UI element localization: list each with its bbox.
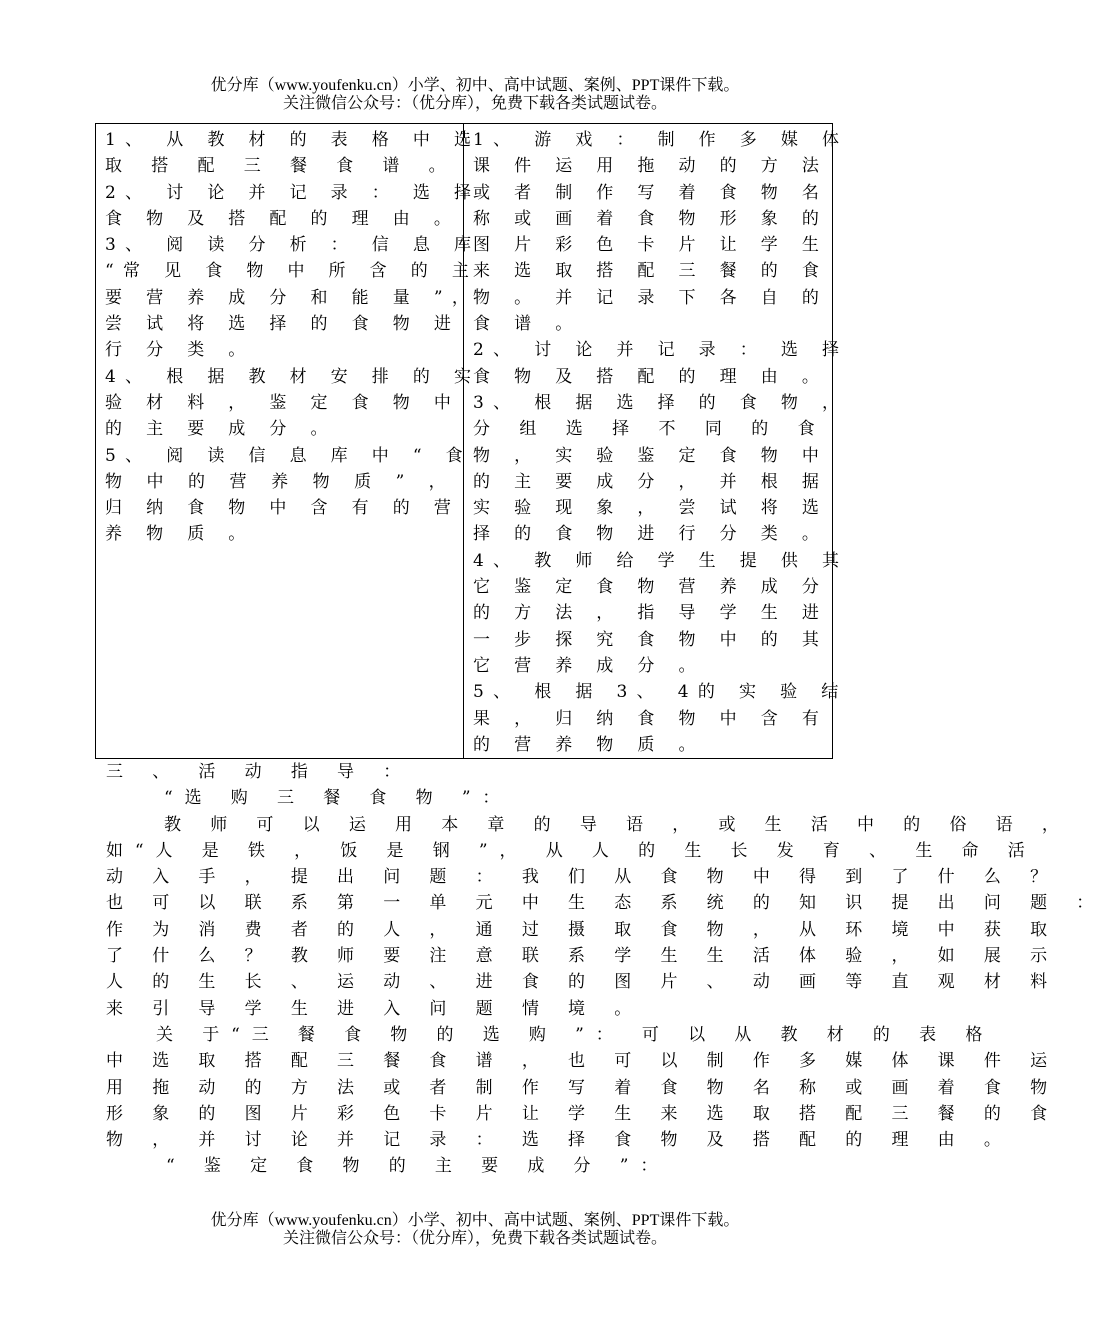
text-line: 5、 根 据 3、 4的 实 验 结 bbox=[473, 682, 848, 703]
text-line: 作 为 消 费 者 的 人 ， 通 过 摄 取 食 物 ， 从 环 境 中 获 取 bbox=[106, 919, 1059, 940]
text-line: “常 见 食 物 中 所 含 的 主 bbox=[105, 261, 479, 282]
text-line: 课 件 运 用 拖 动 的 方 法 bbox=[473, 156, 829, 177]
text-line: 人 的 生 长 、 运 动 、 进 食 的 图 片 、 动 画 等 直 观 材 料 bbox=[106, 972, 1059, 993]
text-line: 养 物 质 。 bbox=[105, 524, 255, 545]
text-line: 称 或 画 着 食 物 形 象 的 bbox=[473, 208, 829, 229]
text-line: 实 验 现 象 ， 尝 试 将 选 bbox=[473, 498, 829, 519]
header-line-2: 关注微信公众号：（优分库），免费下载各类试题试卷。 bbox=[282, 95, 667, 112]
text-line: 一 步 探 究 食 物 中 的 其 bbox=[473, 629, 829, 650]
text-line: 2、 讨 论 并 记 录 ： 选 择 bbox=[473, 340, 849, 361]
text-line: 也 可 以 联 系 第 一 单 元 中 生 态 系 统 的 知 识 提 出 问 题 ： bbox=[106, 893, 1105, 914]
text-line: 1、 游 戏 ： 制 作 多 媒 体 bbox=[473, 130, 849, 150]
text-line: 行 分 类 。 bbox=[105, 340, 255, 361]
text-line: 3、 根 据 选 择 的 食 物 ， bbox=[473, 392, 849, 413]
text-line: 它 营 养 成 分 。 bbox=[473, 655, 705, 676]
text-line: 如“人 是 铁 ， 饭 是 钢 ”， 从 人 的 生 长 发 育 、 生 命 活 bbox=[106, 840, 1037, 861]
table-row bbox=[96, 124, 833, 759]
text-line: 的 方 法 ， 指 导 学 生 进 bbox=[473, 603, 829, 624]
text-line: 教 师 可 以 运 用 本 章 的 导 语 ， 或 生 活 中 的 俗 语 ， bbox=[164, 814, 1071, 835]
text-line: “ 鉴 定 食 物 的 主 要 成 分 ”： bbox=[166, 1156, 670, 1177]
text-line: 择 的 食 物 进 行 分 类 。 bbox=[473, 524, 829, 545]
footer-line-1: 优分库（www.youfenku.cn）小学、初中、高中试题、案例、PPT课件下载。 bbox=[210, 1212, 740, 1229]
text-line: 尝 试 将 选 择 的 食 物 进 bbox=[105, 314, 461, 335]
text-line: 5、 阅 读 信 息 库 中 “ 食 bbox=[105, 445, 473, 466]
text-line: 食 物 及 搭 配 的 理 由 。 bbox=[105, 208, 461, 229]
text-line: 食 谱 。 bbox=[473, 314, 582, 335]
text-line: 关 于“三 餐 食 物 的 选 购 ”： 可 以 从 教 材 的 表 格 bbox=[156, 1024, 995, 1045]
footer-line-2: 关注微信公众号：（优分库），免费下载各类试题试卷。 bbox=[282, 1230, 667, 1247]
text-line: 动 入 手 ， 提 出 问 题 ： 我 们 从 食 物 中 得 到 了 什 么 ？ bbox=[106, 867, 1059, 888]
text-line: 物 。 并 记 录 下 各 自 的 bbox=[473, 287, 829, 308]
text-line: 要 营 养 成 分 和 能 量 ”， bbox=[105, 287, 479, 308]
text-line: 的 主 要 成 分 ， 并 根 据 bbox=[473, 471, 829, 492]
text-line: 了 什 么 ？ 教 师 要 注 意 联 系 学 生 生 活 体 验 ， 如 展 示 bbox=[106, 946, 1059, 967]
text-line: 验 材 料 ， 鉴 定 食 物 中 bbox=[105, 392, 461, 413]
text-line: 1、 从 教 材 的 表 格 中 选 bbox=[105, 130, 481, 150]
left-column-text bbox=[105, 127, 481, 548]
header-line-1: 优分库（www.youfenku.cn）小学、初中、高中试题、案例、PPT课件下载。 bbox=[210, 77, 740, 94]
text-line: 物 中 的 营 养 物 质 ” ， bbox=[105, 471, 455, 492]
text-line: 三 、 活 动 指 导 ： bbox=[106, 762, 413, 782]
text-line: 分 组 选 择 不 同 的 食 bbox=[473, 419, 824, 440]
text-line: 的 营 养 物 质 。 bbox=[473, 734, 705, 755]
text-line: 中 选 取 搭 配 三 餐 食 谱 ， 也 可 以 制 作 多 媒 体 课 件 运 bbox=[106, 1051, 1059, 1072]
left-column-cell bbox=[96, 124, 481, 759]
text-line: 它 鉴 定 食 物 营 养 成 分 bbox=[473, 577, 829, 598]
right-column-text bbox=[473, 127, 849, 758]
text-line: 来 选 取 搭 配 三 餐 的 食 bbox=[473, 261, 829, 282]
text-line: 形 象 的 图 片 彩 色 卡 片 让 学 生 来 选 取 搭 配 三 餐 的 食 bbox=[106, 1103, 1059, 1124]
text-line: 图 片 彩 色 卡 片 让 学 生 bbox=[473, 235, 829, 256]
page-footer bbox=[0, 1212, 950, 1248]
text-line: 物 ， 实 验 鉴 定 食 物 中 bbox=[473, 445, 829, 466]
text-line: 或 者 制 作 写 着 食 物 名 bbox=[473, 182, 829, 203]
page-header bbox=[0, 77, 950, 113]
activity-guidance-section bbox=[106, 759, 1105, 1180]
text-line: “选 购 三 餐 食 物 ”： bbox=[164, 788, 512, 809]
text-line: 4、 根 据 教 材 安 排 的 实 bbox=[105, 366, 481, 387]
text-line: 2、 讨 论 并 记 录 ： 选 择 bbox=[105, 182, 481, 203]
text-line: 物 ， 并 讨 论 并 记 录 ： 选 择 食 物 及 搭 配 的 理 由 。 bbox=[106, 1130, 1013, 1151]
text-line: 4、 教 师 给 学 生 提 供 其 bbox=[473, 550, 849, 571]
text-line: 归 纳 食 物 中 含 有 的 营 bbox=[105, 498, 461, 519]
text-line: 用 拖 动 的 方 法 或 者 制 作 写 着 食 物 名 称 或 画 着 食 物 bbox=[106, 1077, 1059, 1098]
text-line: 来 引 导 学 生 进 入 问 题 情 境 。 bbox=[106, 998, 644, 1019]
right-column-cell bbox=[464, 124, 849, 759]
text-line: 的 主 要 成 分 。 bbox=[105, 419, 337, 440]
text-line: 食 物 及 搭 配 的 理 由 。 bbox=[473, 366, 829, 387]
text-line: 3、 阅 读 分 析 ： 信 息 库 bbox=[105, 235, 481, 256]
activity-table bbox=[95, 123, 849, 759]
text-line: 取 搭 配 三 餐 食 谱 。 bbox=[105, 156, 455, 177]
guidance-text bbox=[106, 759, 1105, 1180]
text-line: 果 ， 归 纳 食 物 中 含 有 bbox=[473, 708, 829, 729]
